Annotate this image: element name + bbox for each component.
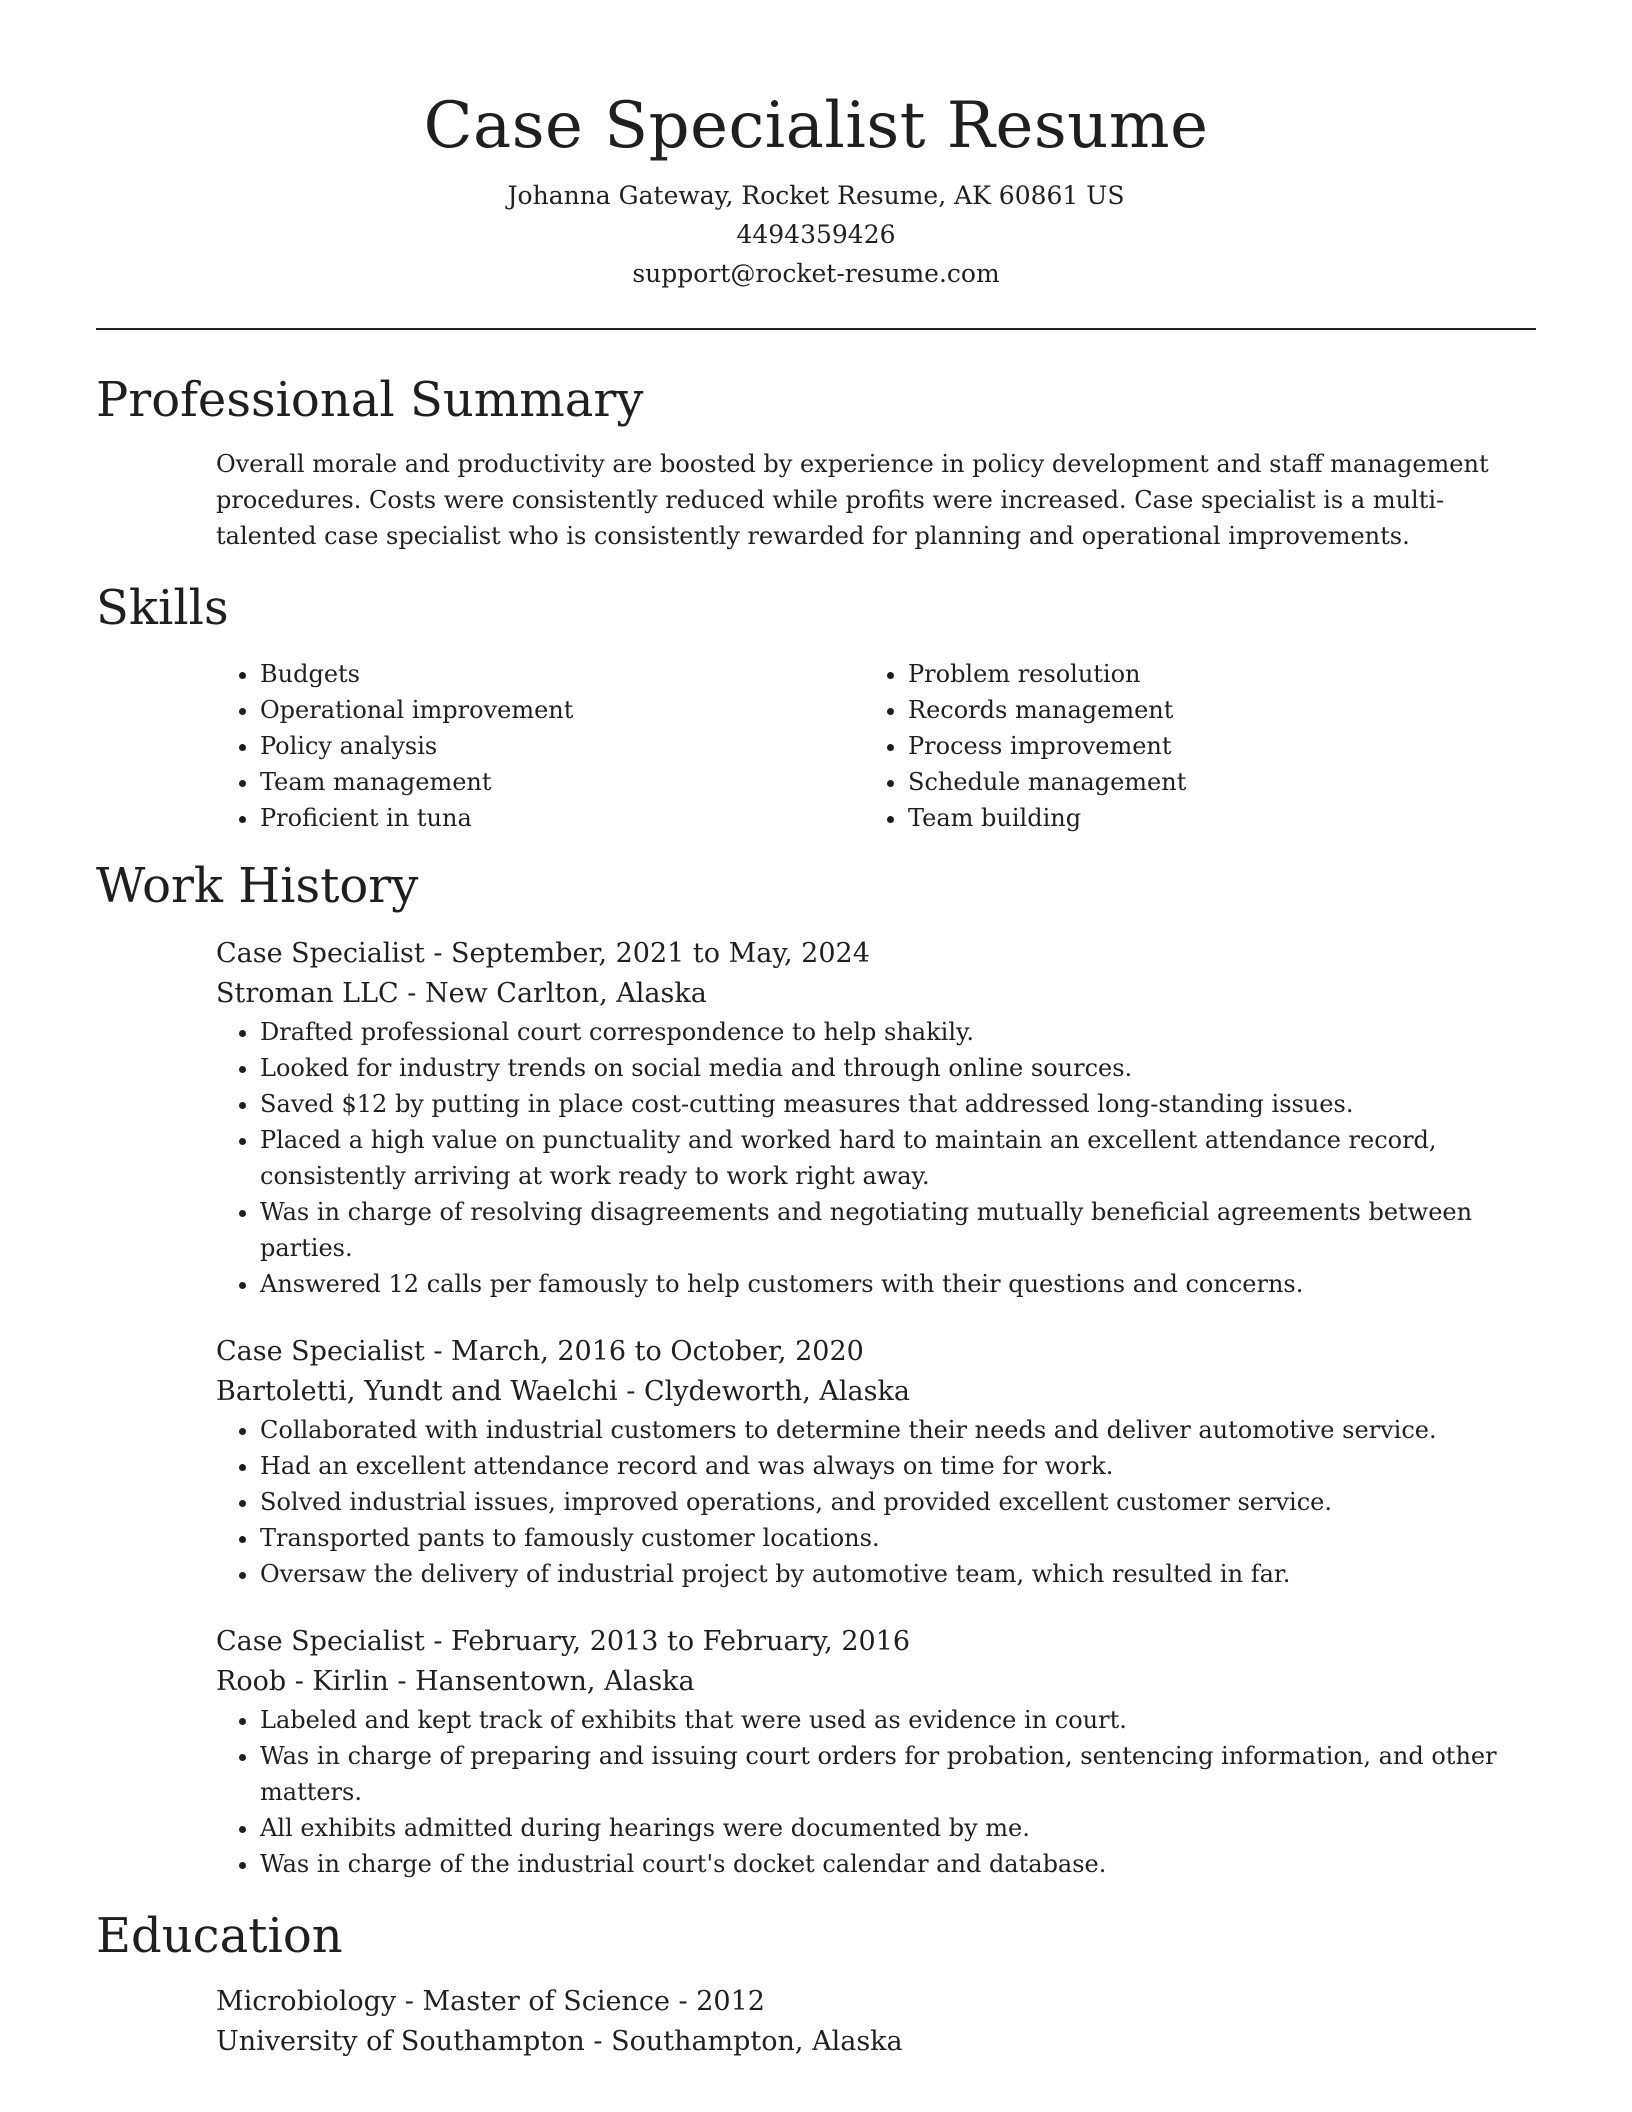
education-degree: Microbiology - Master of Science - 2012 bbox=[216, 1986, 765, 2017]
skills-heading: Skills bbox=[96, 580, 229, 636]
skill-item: • Records management bbox=[908, 692, 1512, 728]
resume-header bbox=[96, 0, 1536, 293]
contact-email: support@rocket-resume.com bbox=[632, 259, 1000, 288]
skill-item: • Problem resolution bbox=[908, 656, 1512, 692]
job-duty: • Drafted professional court correspondence to help shakily. bbox=[260, 1014, 1512, 1050]
job-entry bbox=[216, 1332, 1512, 1592]
job-duty: • Collaborated with industrial customers to determine their needs and deliver automotive service. bbox=[260, 1412, 1512, 1448]
job-company: Stroman LLC - New Carlton, Alaska bbox=[216, 978, 707, 1009]
education-heading: Education bbox=[96, 1908, 343, 1964]
job-duty: • Solved industrial issues, improved operations, and provided excellent customer service. bbox=[260, 1484, 1512, 1520]
contact-block bbox=[96, 176, 1536, 293]
job-duty: • Had an excellent attendance record and was always on time for work. bbox=[260, 1448, 1512, 1484]
job-duty: • Was in charge of resolving disagreements and negotiating mutually beneficial agreements between parties. bbox=[260, 1194, 1512, 1266]
work-history-heading: Work History bbox=[96, 858, 419, 914]
skill-item: • Team management bbox=[260, 764, 864, 800]
header-divider bbox=[96, 328, 1536, 330]
summary-text: Overall morale and productivity are boosted by experience in policy development and staff management procedures. Costs were consistently reduced while profits were increased. Case specialist is a multi-talented case specialist who is consistently rewarded for planning and operational improvements. bbox=[216, 450, 1489, 550]
job-duty: • Placed a high value on punctuality and worked hard to maintain an excellent attendance record, consistently arriving at work ready to work right away. bbox=[260, 1122, 1512, 1194]
skills-columns bbox=[216, 656, 1512, 836]
job-duty: • Transported pants to famously customer locations. bbox=[260, 1520, 1512, 1556]
job-duty: • Was in charge of preparing and issuing court orders for probation, sentencing information, and other matters. bbox=[260, 1738, 1512, 1810]
job-duty: • Labeled and kept track of exhibits that were used as evidence in court. bbox=[260, 1702, 1512, 1738]
skills-column-right bbox=[864, 656, 1512, 836]
job-duty: • Answered 12 calls per famously to help customers with their questions and concerns. bbox=[260, 1266, 1512, 1302]
skills-column-left bbox=[216, 656, 864, 836]
contact-address: Johanna Gateway, Rocket Resume, AK 60861 US bbox=[507, 181, 1125, 210]
skill-item: • Policy analysis bbox=[260, 728, 864, 764]
resume-title: Case Specialist Resume bbox=[423, 89, 1209, 163]
job-duty: • All exhibits admitted during hearings were documented by me. bbox=[260, 1810, 1512, 1846]
skill-item: • Proficient in tuna bbox=[260, 800, 864, 836]
job-duties bbox=[216, 1702, 1512, 1882]
resume-page bbox=[96, 0, 1536, 2062]
job-duties bbox=[216, 1412, 1512, 1592]
job-duties bbox=[216, 1014, 1512, 1302]
contact-phone: 4494359426 bbox=[736, 220, 896, 249]
skills-section bbox=[96, 576, 1536, 836]
job-company: Bartoletti, Yundt and Waelchi - Clydeworth, Alaska bbox=[216, 1376, 910, 1407]
skill-item: • Operational improvement bbox=[260, 692, 864, 728]
skill-item: • Process improvement bbox=[908, 728, 1512, 764]
summary-heading: Professional Summary bbox=[96, 372, 644, 428]
job-entry bbox=[216, 934, 1512, 1302]
summary-section bbox=[96, 368, 1536, 554]
work-history-section bbox=[96, 854, 1536, 1882]
skill-item: • Budgets bbox=[260, 656, 864, 692]
job-duty: • Saved $12 by putting in place cost-cutting measures that addressed long-standing issues. bbox=[260, 1086, 1512, 1122]
education-section bbox=[96, 1904, 1536, 2062]
skill-item: • Team building bbox=[908, 800, 1512, 836]
skill-item: • Schedule management bbox=[908, 764, 1512, 800]
job-duty: • Was in charge of the industrial court's docket calendar and database. bbox=[260, 1846, 1512, 1882]
job-company: Roob - Kirlin - Hansentown, Alaska bbox=[216, 1666, 695, 1697]
education-school: University of Southampton - Southampton, Alaska bbox=[216, 2026, 903, 2057]
job-entry bbox=[216, 1622, 1512, 1882]
job-duty: • Oversaw the delivery of industrial project by automotive team, which resulted in far. bbox=[260, 1556, 1512, 1592]
job-title: Case Specialist - February, 2013 to February, 2016 bbox=[216, 1626, 911, 1657]
job-duty: • Looked for industry trends on social media and through online sources. bbox=[260, 1050, 1512, 1086]
job-title: Case Specialist - September, 2021 to May, 2024 bbox=[216, 938, 870, 969]
job-title: Case Specialist - March, 2016 to October, 2020 bbox=[216, 1336, 864, 1367]
